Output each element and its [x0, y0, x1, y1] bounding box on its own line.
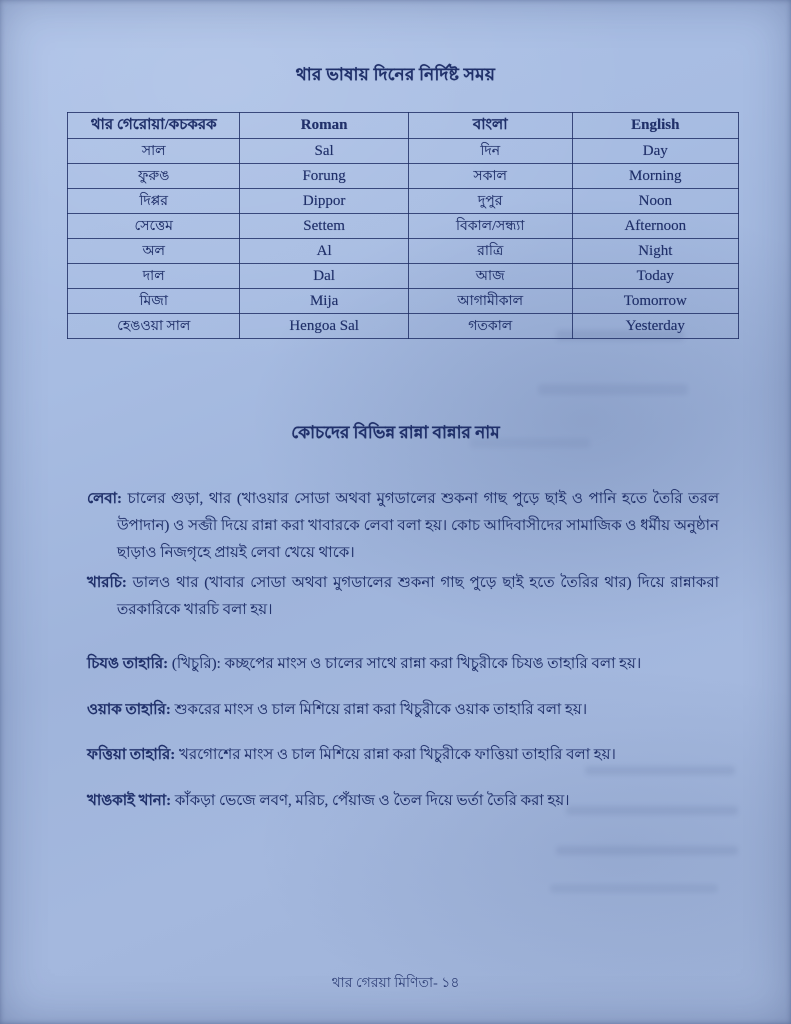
table-header-row: [68, 113, 739, 139]
bleed-through-mark: [556, 330, 684, 341]
table-cell: ফুরুঙ: [68, 164, 240, 189]
bleed-through-mark: [585, 766, 735, 775]
table-cell: মিজা: [68, 289, 240, 314]
table-row: [68, 164, 739, 189]
table-cell: Morning: [572, 164, 738, 189]
column-header-thar: থার গেরোয়া/কচকরক: [68, 113, 240, 139]
definition-entry-fottiya-tahari: [87, 742, 719, 769]
table-cell: আজ: [408, 264, 572, 289]
table-cell: সেত্তেম: [68, 214, 240, 239]
definition-entry-leba: [87, 486, 719, 567]
entry-definition: খরগোশের মাংস ও চাল মিশিয়ে রান্না করা খিচুরীকে ফাত্তিয়া তাহারি বলা হয়।: [175, 747, 616, 763]
entry-definition: কাঁকড়া ভেজে লবণ, মরিচ, পেঁয়াজ ও তৈল দিয়ে ভর্তা তৈরি করা হয়।: [171, 793, 570, 809]
table-cell: Dippor: [240, 189, 408, 214]
table-cell: দিপ্পর: [68, 189, 240, 214]
table-cell: হেঙওয়া সাল: [68, 314, 240, 339]
bleed-through-mark: [538, 384, 688, 395]
definition-entry-wak-tahari: [87, 697, 719, 724]
definition-entry-kharchi: [87, 570, 719, 624]
entry-term: ওয়াক তাহারি:: [87, 702, 171, 718]
entry-definition: শুকরের মাংস ও চাল মিশিয়ে রান্না করা খিচুরীকে ওয়াক তাহারি বলা হয়।: [170, 702, 588, 718]
table-cell: Sal: [240, 139, 408, 164]
table-cell: দুপুর: [408, 189, 572, 214]
table-cell: রাত্রি: [408, 239, 572, 264]
entry-definition: (খিচুরি): কচ্ছপের মাংস ও চালের সাথে রান্না করা খিচুরীকে চিযঙ তাহারি বলা হয়।: [168, 656, 642, 672]
table-cell: Hengoa Sal: [240, 314, 408, 339]
bleed-through-mark: [566, 806, 738, 815]
entry-term: খাঙকাই খানা:: [87, 793, 172, 809]
table-row: [68, 264, 739, 289]
table-cell: Al: [240, 239, 408, 264]
table-cell: Forung: [240, 164, 408, 189]
table-cell: Mija: [240, 289, 408, 314]
column-header-roman: Roman: [240, 113, 408, 139]
bleed-through-mark: [556, 846, 738, 855]
table-cell: সকাল: [408, 164, 572, 189]
table-cell: Tomorrow: [572, 289, 738, 314]
definition-entry-chiyong-tahari: [87, 651, 719, 678]
table-cell: Yesterday: [572, 314, 738, 339]
bleed-through-mark: [470, 438, 590, 448]
column-header-english: English: [572, 113, 738, 139]
table-cell: Night: [572, 239, 738, 264]
column-header-bangla: বাংলা: [408, 113, 572, 139]
table-cell: গতকাল: [408, 314, 572, 339]
table-cell: Noon: [572, 189, 738, 214]
table-row: [68, 214, 739, 239]
table-cell: Settem: [240, 214, 408, 239]
table-row: [68, 189, 739, 214]
table-cell: Day: [572, 139, 738, 164]
entry-term: খারচি:: [87, 575, 127, 591]
entry-term: লেবা:: [87, 491, 122, 507]
bleed-through-mark: [550, 884, 718, 893]
page-title: থার ভাষায় দিনের নির্দিষ্ট সময়: [295, 65, 496, 84]
entry-term: ফত্তিয়া তাহারি:: [87, 747, 176, 763]
vocabulary-table: [67, 112, 739, 339]
entry-definition: চালের গুড়া, থার (খাওয়ার সোডা অথবা মুগডালের শুকনা গাছ পুড়ে ছাই ও পানি হতে তৈরি তরল উপাদান) ও সব্জী দিয়ে রান্না করা খাবারকে লেবা বলা হয়। কোচ আদিবাসীদের সামাজিক ও ধর্মীয় অনুষ্ঠান ছাড়াও নিজগৃহে প্রায়ই লেবা খেয়ে থাকে।: [117, 491, 719, 561]
table-cell: বিকাল/সন্ধ্যা: [408, 214, 572, 239]
entry-term: চিযঙ তাহারি:: [87, 656, 169, 672]
table-cell: সাল: [68, 139, 240, 164]
table-row: [68, 239, 739, 264]
table-row: [68, 289, 739, 314]
table-cell: Dal: [240, 264, 408, 289]
table-cell: অল: [68, 239, 240, 264]
table-cell: দাল: [68, 264, 240, 289]
table-cell: Afternoon: [572, 214, 738, 239]
table-row: [68, 139, 739, 164]
section-heading: কোচদের বিভিন্ন রান্না বান্নার নাম: [291, 423, 500, 442]
entry-definition: ডালও থার (খাবার সোডা অথবা মুগডালের শুকনা গাছ পুড়ে ছাই হতে তৈরির থার) দিয়ে রান্নাকরা তরকারিকে খারচি বলা হয়।: [117, 575, 719, 618]
table-cell: দিন: [408, 139, 572, 164]
table-cell: Today: [572, 264, 738, 289]
page-footer: থার গেরয়া মিণিতা- ১৪: [331, 976, 460, 991]
table-cell: আগামীকাল: [408, 289, 572, 314]
